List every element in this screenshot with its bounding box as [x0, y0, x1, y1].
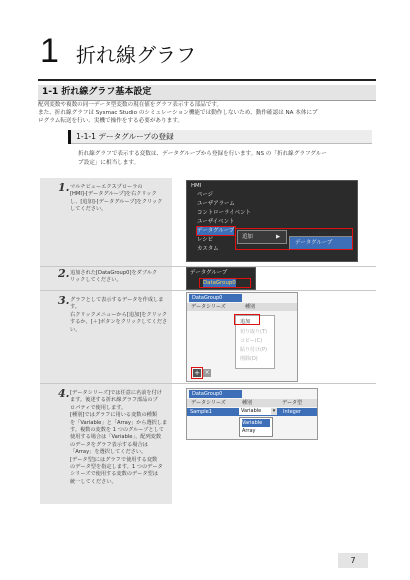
tab-datagroup0[interactable]: DataGroup0: [189, 294, 242, 302]
chapter-rule: [38, 79, 376, 81]
tree-item-user-alarm[interactable]: ユーザアラーム: [197, 201, 235, 207]
delete-row-button[interactable]: ×: [204, 369, 210, 376]
intro-line-1: 配列変数や複数の同一データ型変数の現在値をグラフ表示する部品です。: [38, 102, 223, 108]
column-header-datatype: データ型: [282, 400, 303, 406]
step-1-number: 1.: [58, 181, 70, 194]
table-header: [187, 303, 297, 311]
page-number: 7: [338, 553, 368, 568]
chapter-title: 折れ線グラフ: [76, 43, 196, 67]
step-4-number: 4.: [58, 387, 70, 400]
menu-item-cut[interactable]: 切り取り(T): [240, 329, 267, 335]
cell-series[interactable]: Sample1: [190, 409, 212, 415]
subsection-desc-1: 折れ線グラフで表示する変数は、データグループから登録を行います。NS の「折れ線グラフグルー: [78, 151, 327, 157]
highlight-box: [191, 367, 203, 379]
option-variable[interactable]: Variable: [242, 419, 270, 427]
highlight-box: [199, 278, 251, 288]
add-row-button[interactable]: +: [194, 369, 200, 377]
section-title: 1-1 折れ線グラフ基本設定: [42, 87, 152, 97]
step-separator: [40, 290, 376, 291]
intro-line-3: ログラム転送を行い、実機で操作をする必要があります。: [38, 118, 183, 124]
screenshot-explorer-menu: [186, 180, 358, 262]
highlight-box: [196, 226, 236, 236]
chapter-number: 1: [40, 32, 59, 70]
submenu-arrow-icon: ▶: [276, 234, 281, 240]
highlight-box: [234, 314, 260, 325]
column-header-type: 種別: [245, 304, 256, 310]
option-array[interactable]: Array: [242, 428, 256, 434]
menu-item-add[interactable]: 追加: [242, 234, 253, 240]
column-header-series: データシリーズ: [191, 304, 226, 310]
type-dropdown: [239, 417, 273, 437]
table-row[interactable]: [187, 408, 317, 416]
step-3-number: 3.: [58, 294, 70, 307]
step-1-text: マルチビューエクスプローラの [HMI]-[データグループ]を右クリック し、[追加]-[データグループ]をクリック してください。: [70, 184, 163, 213]
tree-item-controller-event[interactable]: コントローライベント: [197, 210, 251, 216]
cell-datatype[interactable]: Integer: [283, 409, 301, 415]
subsection-title: 1-1-1 データグループの登録: [76, 132, 174, 141]
column-header-type: 種別: [242, 400, 253, 406]
tree-item-hmi[interactable]: HMI: [191, 183, 202, 189]
menu-item-copy[interactable]: コピー(C): [240, 338, 263, 344]
tree-item-recipe[interactable]: レシピ: [197, 237, 214, 243]
step-4-text: [データシリーズ]では任意に名前を付け ます。後述する折れ線グラフ部品のプ ロパティで使用します。 [種別]ではグラフに用いる変数の種類 を「Variable」と「Array」から選択しま す。複数の変数を 1 つのグループとして 使用する場合は「Variable」、配列変数 のデータをグラフ表示する場合は 「Array」を選択してください。 [データ型]にはグラフで使用する変数 のデータ型を指定します。1 つのデータ シリーズで使用する変数のデータ型は 統一してください。: [70, 390, 168, 485]
intro-line-2: また、折れ線グラフは Sysmac Studio のシミュレーション機能では動作しないため、動作確認は NA 本体にプ: [38, 110, 318, 116]
chevron-down-icon[interactable]: ▾: [272, 408, 276, 414]
screenshot-data-series: [186, 388, 318, 440]
step-3-text: グラフとして表示するデータを作成しま す。 右クリックメニューから[追加]をクリック するか、[＋]ボタンをクリックしてくださ い。: [70, 297, 168, 333]
submenu-item-data-group[interactable]: データグループ: [295, 240, 333, 246]
screenshot-data-group-editor: [186, 292, 298, 382]
tree-item-data-group[interactable]: データグループ: [197, 228, 235, 234]
tree-item-custom[interactable]: カスタム: [197, 246, 219, 252]
tree-item-page[interactable]: ページ: [197, 192, 214, 198]
tree-item-datagroup0[interactable]: DataGroup0: [203, 280, 236, 286]
screenshot-data-group-tree: [186, 267, 256, 290]
step-2-text: 追加された[DataGroup0]をダブルク リックしてください。: [70, 270, 158, 284]
tree-item-user-event[interactable]: ユーザイベント: [197, 219, 235, 225]
step-separator: [40, 383, 376, 384]
menu-item-add[interactable]: 追加: [240, 319, 251, 325]
highlight-box: [235, 228, 353, 250]
tree-header-data-group: データグループ: [190, 270, 228, 276]
column-header-series: データシリーズ: [191, 400, 226, 406]
subsection-desc-2: プ設定」に相当します。: [78, 160, 140, 166]
type-select[interactable]: Variable: [239, 408, 271, 415]
tab-datagroup0[interactable]: DataGroup0: [189, 390, 242, 398]
menu-item-delete[interactable]: 削除(D): [240, 356, 258, 362]
step-2-number: 2.: [58, 267, 70, 280]
table-header: [187, 399, 317, 407]
menu-item-paste[interactable]: 貼り付け(P): [240, 347, 267, 353]
